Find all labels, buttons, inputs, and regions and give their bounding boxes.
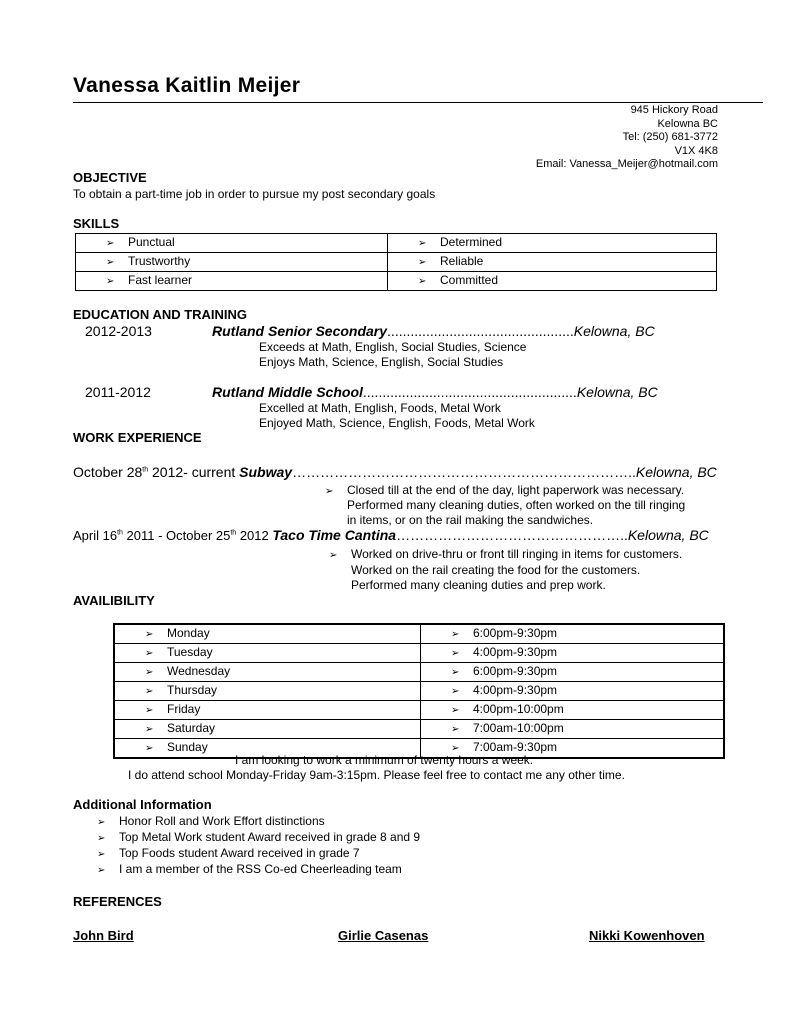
hours-label: 6:00pm-9:30pm: [473, 626, 558, 640]
bullet-arrow-icon: ➢: [106, 257, 115, 268]
job-city: Kelowna, BC: [635, 464, 717, 480]
additional-text: Top Metal Work student Award received in grade 8 and 9: [119, 830, 421, 844]
day-cell: [114, 701, 421, 720]
hours-label: 4:00pm-9:30pm: [473, 645, 558, 659]
bullet-arrow-icon: ➢: [106, 276, 115, 287]
job-employer: Taco Time Cantina: [272, 527, 397, 543]
additional-text: Top Foods student Award received in grade 7: [119, 846, 360, 860]
bullet-arrow-icon: ➢: [145, 648, 154, 659]
edu-detail: Exceeds at Math, English, Social Studies, Science: [259, 340, 527, 354]
hours-label: 4:00pm-10:00pm: [473, 702, 564, 716]
edu-school-line: [212, 323, 655, 339]
bullet-arrow-icon: ➢: [451, 667, 460, 678]
skill-cell: [76, 253, 388, 272]
job-date: 2012: [236, 528, 273, 543]
work-heading: WORK EXPERIENCE: [73, 430, 202, 445]
skill-label: Determined: [440, 235, 503, 249]
edu-dots: ................................................: [387, 323, 574, 339]
job-city: Kelowna, BC: [627, 527, 709, 543]
job-detail-text: Worked on drive-thru or front till ringing in items for customers.: [351, 547, 683, 561]
address-postal: V1X 4K8: [674, 144, 718, 157]
skill-cell: [76, 272, 388, 291]
additional-item: [97, 862, 402, 876]
bullet-arrow-icon: ➢: [418, 257, 427, 268]
job-detail: Performed many cleaning duties and prep work.: [351, 578, 606, 592]
job-date: 2012- current: [148, 464, 240, 480]
skill-label: Punctual: [128, 235, 175, 249]
edu-years: 2011-2012: [85, 384, 151, 400]
job-date-sup: th: [230, 529, 237, 537]
job-detail-text: Closed till at the end of the day, light paperwork was necessary.: [347, 483, 685, 497]
hours-label: 7:00am-10:00pm: [473, 721, 564, 735]
day-label: Monday: [167, 626, 210, 640]
bullet-arrow-icon: ➢: [325, 486, 334, 497]
skills-row: [76, 272, 717, 291]
hours-cell: [421, 720, 725, 739]
bullet-arrow-icon: ➢: [97, 833, 106, 844]
bullet-arrow-icon: ➢: [329, 550, 338, 561]
bullet-arrow-icon: ➢: [97, 865, 106, 876]
skills-heading: SKILLS: [73, 216, 120, 231]
address-city: Kelowna BC: [657, 117, 718, 130]
skill-cell: [388, 234, 717, 253]
job-detail: in items, or on the rail making the sandwiches.: [347, 513, 594, 527]
job-detail: Performed many cleaning duties, often worked on the till ringing: [347, 498, 686, 512]
hours-cell: [421, 682, 725, 701]
reference-name: Girlie Casenas: [338, 928, 429, 943]
day-label: Tuesday: [167, 645, 213, 659]
job-detail: [329, 547, 682, 561]
edu-city: Kelowna, BC: [573, 323, 655, 339]
additional-item: [97, 830, 420, 844]
hours-cell: [421, 663, 725, 682]
job-dots: ………………………………………………………………..: [292, 464, 636, 480]
skill-label: Fast learner: [128, 273, 193, 287]
hours-label: 7:00am-9:30pm: [473, 740, 558, 754]
edu-school-line: [212, 384, 658, 400]
address-email[interactable]: Email: Vanessa_Meijer@hotmail.com: [535, 158, 718, 171]
bullet-arrow-icon: ➢: [145, 686, 154, 697]
reference-name: John Bird: [73, 928, 134, 943]
availability-row: [114, 720, 724, 739]
bullet-arrow-icon: ➢: [451, 629, 460, 640]
day-cell: [114, 624, 421, 644]
hours-cell: [421, 624, 725, 644]
skill-label: Trustworthy: [128, 254, 191, 268]
additional-text: I am a member of the RSS Co-ed Cheerleading team: [119, 862, 402, 876]
availability-row: [114, 663, 724, 682]
additional-item: [97, 814, 325, 828]
edu-detail: Enjoys Math, Science, English, Social Studies: [259, 355, 504, 369]
additional-heading: Additional Information: [73, 797, 212, 812]
skill-label: Reliable: [440, 254, 484, 268]
availability-row: [114, 624, 724, 644]
day-label: Thursday: [167, 683, 218, 697]
edu-detail: Enjoyed Math, Science, English, Foods, Metal Work: [259, 416, 535, 430]
day-label: Wednesday: [167, 664, 231, 678]
edu-dots: .......................................................: [362, 384, 577, 400]
bullet-arrow-icon: ➢: [451, 686, 460, 697]
availability-table: [113, 623, 725, 759]
bullet-arrow-icon: ➢: [106, 238, 115, 249]
education-heading: EDUCATION AND TRAINING: [73, 307, 248, 322]
job-detail: [325, 483, 684, 497]
bullet-arrow-icon: ➢: [451, 648, 460, 659]
edu-detail: Excelled at Math, English, Foods, Metal Work: [259, 401, 501, 415]
address-street: 945 Hickory Road: [630, 104, 718, 116]
job-employer: Subway: [239, 464, 293, 480]
objective-text: To obtain a part-time job in order to pursue my post secondary goals: [73, 187, 436, 201]
skill-cell: [388, 272, 717, 291]
availability-row: [114, 682, 724, 701]
job-header-line: [73, 464, 717, 480]
availability-note: I do attend school Monday-Friday 9am-3:15pm. Please feel free to contact me any other time.: [128, 768, 625, 782]
hours-cell: [421, 701, 725, 720]
edu-school: Rutland Senior Secondary: [212, 323, 388, 339]
day-cell: [114, 663, 421, 682]
skill-cell: [76, 234, 388, 253]
contact-block: [536, 104, 718, 172]
job-header-line: [73, 527, 709, 543]
edu-years: 2012-2013: [85, 323, 152, 339]
bullet-arrow-icon: ➢: [145, 743, 154, 754]
address-tel: Tel: (250) 681-3772: [622, 131, 718, 144]
skills-row: [76, 234, 717, 253]
bullet-arrow-icon: ➢: [145, 724, 154, 735]
day-cell: [114, 682, 421, 701]
job-dots: …………………………………………..: [396, 527, 628, 543]
edu-school: Rutland Middle School: [212, 384, 363, 400]
bullet-arrow-icon: ➢: [418, 276, 427, 287]
job-detail: Worked on the rail creating the food for the customers.: [351, 563, 641, 577]
resume-name: Vanessa Kaitlin Meijer: [73, 74, 301, 97]
skill-cell: [388, 253, 717, 272]
additional-item: [97, 846, 360, 860]
header-rule: [73, 102, 763, 103]
additional-text: Honor Roll and Work Effort distinctions: [119, 814, 325, 828]
day-cell: [114, 720, 421, 739]
day-label: Sunday: [167, 740, 208, 754]
day-cell: [114, 644, 421, 663]
hours-label: 4:00pm-9:30pm: [473, 683, 558, 697]
bullet-arrow-icon: ➢: [451, 743, 460, 754]
skills-row: [76, 253, 717, 272]
bullet-arrow-icon: ➢: [145, 705, 154, 716]
edu-city: Kelowna, BC: [576, 384, 658, 400]
bullet-arrow-icon: ➢: [451, 724, 460, 735]
bullet-arrow-icon: ➢: [451, 705, 460, 716]
bullet-arrow-icon: ➢: [97, 817, 106, 828]
availability-row: [114, 644, 724, 663]
bullet-arrow-icon: ➢: [418, 238, 427, 249]
availability-row: [114, 701, 724, 720]
bullet-arrow-icon: ➢: [145, 629, 154, 640]
objective-heading: OBJECTIVE: [73, 170, 147, 185]
skills-table: [75, 233, 717, 291]
availability-note: I am looking to work a minimum of twenty hours a week.: [235, 753, 534, 767]
job-date: April 16: [73, 528, 118, 543]
hours-label: 6:00pm-9:30pm: [473, 664, 558, 678]
reference-name: Nikki Kowenhoven: [589, 928, 705, 943]
day-label: Friday: [167, 702, 201, 716]
hours-cell: [421, 644, 725, 663]
job-date: October 28: [73, 464, 143, 480]
references-heading: REFERENCES: [73, 894, 162, 909]
day-label: Saturday: [167, 721, 216, 735]
job-date-sup: th: [142, 466, 149, 474]
job-date-sup: th: [117, 529, 123, 537]
bullet-arrow-icon: ➢: [145, 667, 154, 678]
skill-label: Committed: [440, 273, 499, 287]
job-date: 2011 - October 25: [122, 528, 231, 543]
bullet-arrow-icon: ➢: [97, 849, 106, 860]
availability-heading: AVAILIBILITY: [73, 593, 155, 608]
